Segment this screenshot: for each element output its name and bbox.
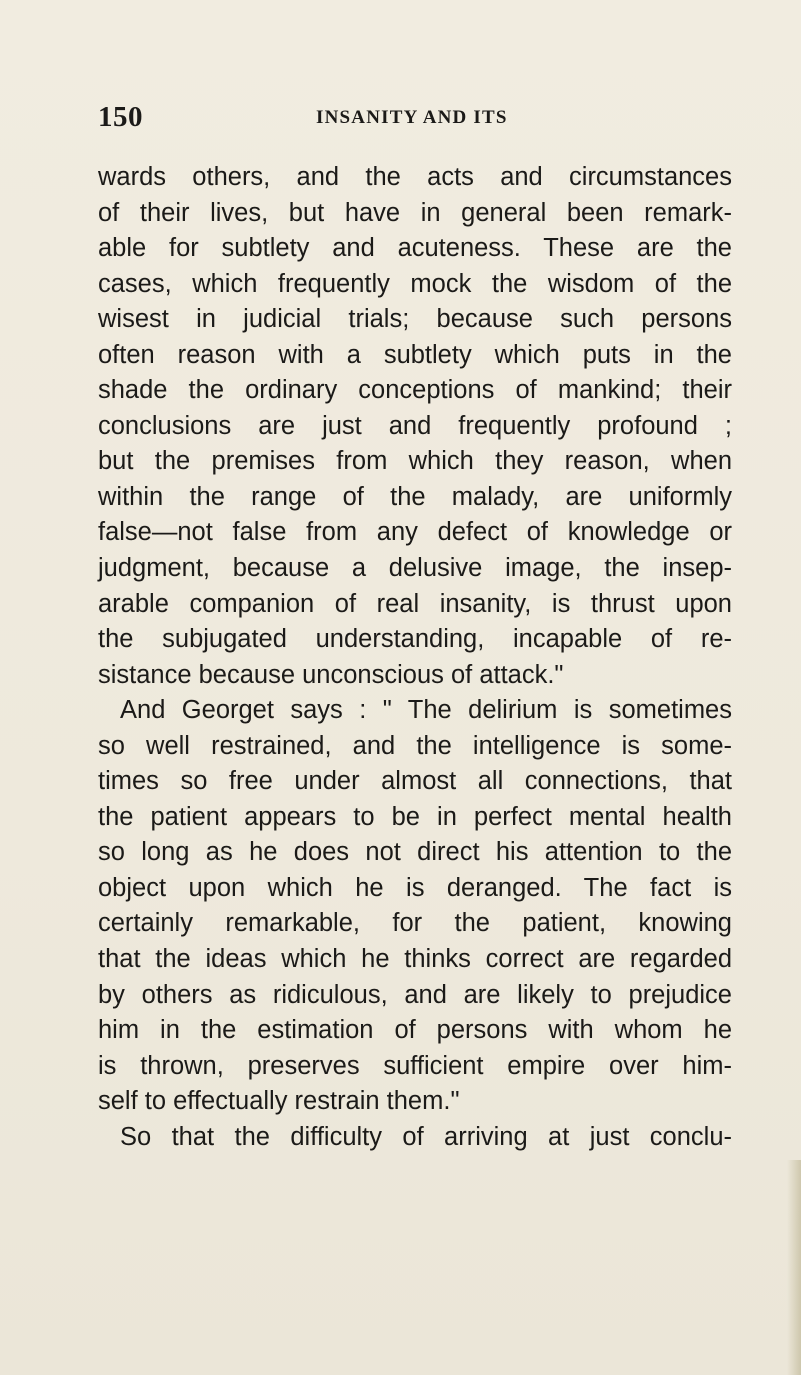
- page-header: [98, 97, 738, 137]
- text-line: of their lives, but have in general been remark-: [98, 198, 732, 227]
- text-line: So that the difficulty of arriving at just conclu-: [120, 1122, 732, 1151]
- text-line: that the ideas which he thinks correct are regarded: [98, 945, 732, 974]
- text-line: certainly remarkable, for the patient, knowing: [98, 909, 732, 938]
- page-edge-shadow: [787, 1160, 801, 1375]
- text-line: false—not false from any defect of knowledge or: [98, 518, 732, 547]
- text-line: the subjugated understanding, incapable of re-: [98, 625, 732, 654]
- text-line: sistance because unconscious of attack.": [98, 660, 564, 689]
- text-line: self to effectually restrain them.": [98, 1087, 460, 1116]
- text-line: And Georget says : " The delirium is sometimes: [120, 696, 732, 725]
- text-line: conclusions are just and frequently profound ;: [98, 411, 732, 440]
- text-line: arable companion of real insanity, is thrust upon: [98, 589, 732, 618]
- text-line: judgment, because a delusive image, the insep-: [98, 554, 732, 583]
- running-head: INSANITY AND ITS: [316, 107, 508, 128]
- text-line: cases, which frequently mock the wisdom of the: [98, 269, 732, 298]
- text-line: is thrown, preserves sufficient empire over him-: [98, 1051, 732, 1080]
- text-line: able for subtlety and acuteness. These are the: [98, 234, 732, 263]
- text-line: wards others, and the acts and circumstances: [98, 163, 732, 191]
- text-line: often reason with a subtlety which puts in the: [98, 340, 732, 369]
- body-text: [98, 160, 732, 1155]
- text-line: by others as ridiculous, and are likely to prejudice: [98, 980, 732, 1009]
- text-line: but the premises from which they reason, when: [98, 447, 732, 476]
- text-line: object upon which he is deranged. The fact is: [98, 873, 732, 902]
- text-line: him in the estimation of persons with whom he: [98, 1016, 732, 1045]
- text-line: so long as he does not direct his attention to the: [98, 838, 732, 867]
- text-line: shade the ordinary conceptions of mankind; their: [98, 376, 732, 405]
- page-number: 150: [98, 101, 143, 133]
- text-line: times so free under almost all connections, that: [98, 767, 732, 796]
- text-line: so well restrained, and the intelligence is some-: [98, 731, 732, 760]
- text-line: the patient appears to be in perfect mental health: [98, 802, 732, 831]
- text-line: wisest in judicial trials; because such persons: [98, 305, 732, 334]
- text-line: within the range of the malady, are uniformly: [98, 482, 732, 511]
